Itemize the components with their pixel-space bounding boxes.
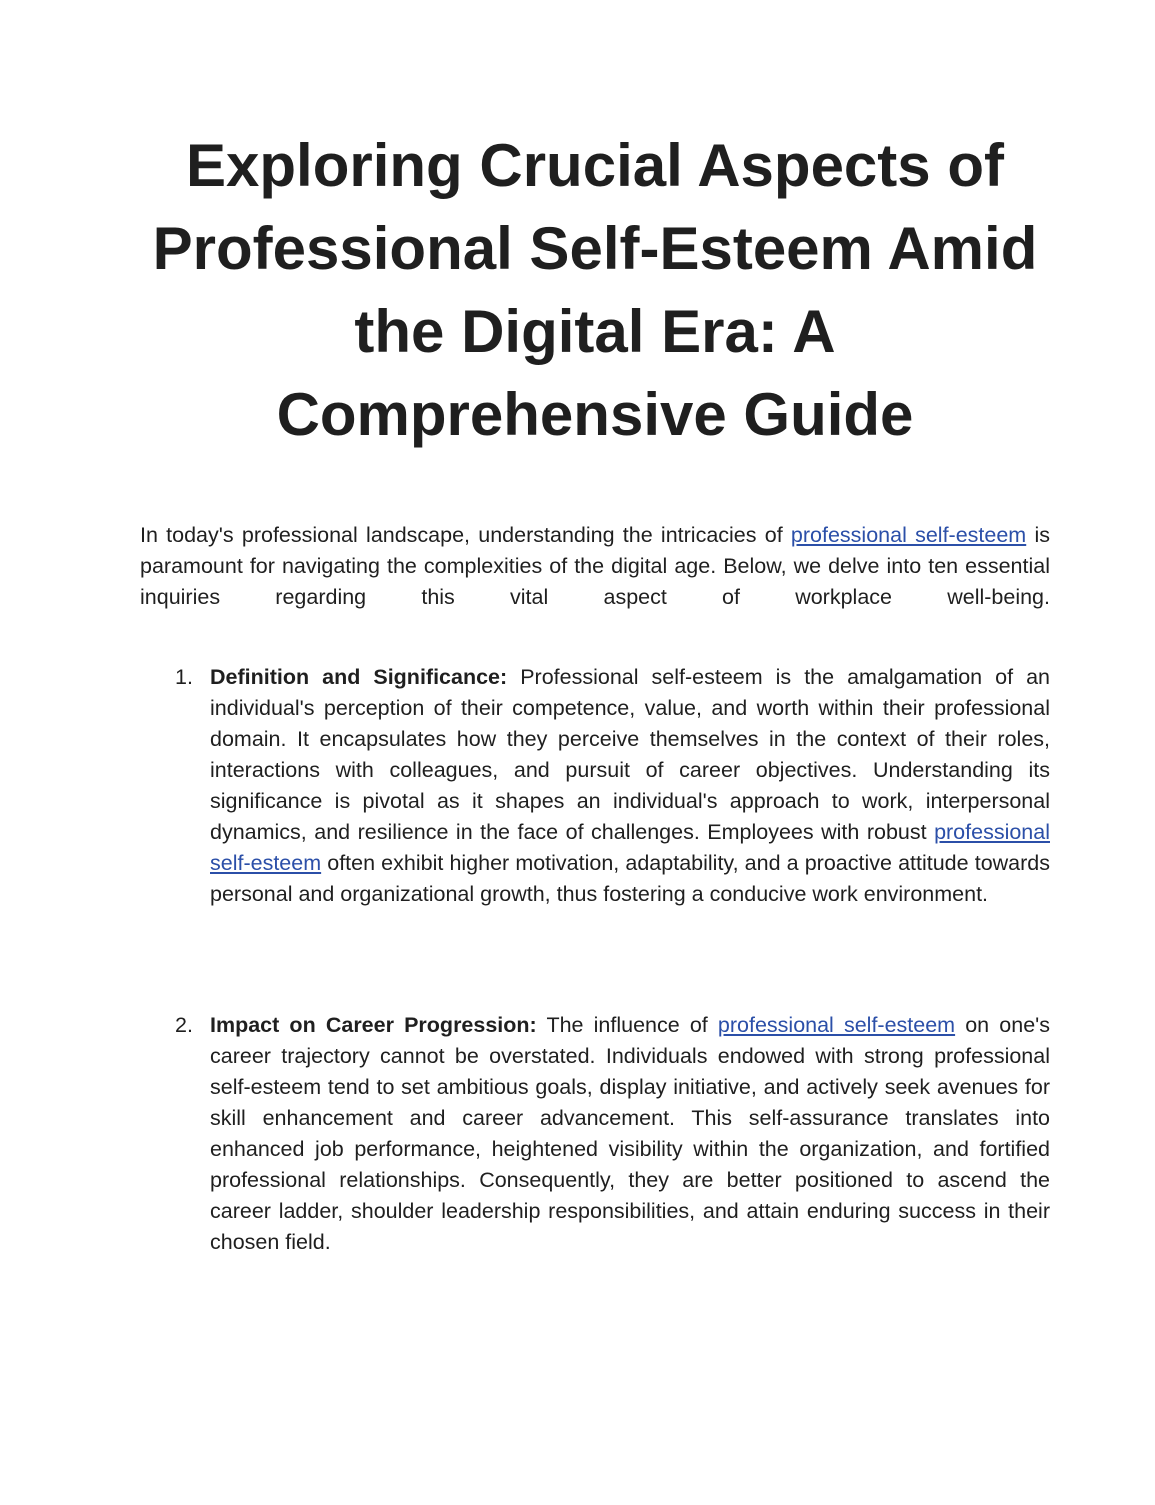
- item-link-professional-self-esteem[interactable]: professional self-esteem: [717, 1013, 956, 1037]
- list-item-text-after: often exhibit higher motivation, adaptability, and a proactive attitude towards personal and organizational growth, thus fostering a conducive work environment.: [210, 851, 1050, 906]
- list-item-text-before: The influence of: [536, 1013, 718, 1037]
- page-title: Exploring Crucial Aspects of Professional Self-Esteem Amid the Digital Era: A Comprehensive Guide: [152, 132, 1038, 448]
- list-item-heading: Impact on Career Progression:: [210, 1013, 537, 1037]
- list-item: [140, 1010, 1050, 1258]
- item-link-professional-self-esteem[interactable]: professional self-esteem: [210, 820, 1050, 875]
- list-item-text-after: on one's career trajectory cannot be overstated. Individuals endowed with strong professional self-esteem tend to set ambitious goals, display initiative, and actively seek avenues for skill enhancement and career advancement. This self-assurance translates into enhanced job performance, heightened visibility within the organization, and fortified professional relationships. Consequently, they are better positioned to ascend the career ladder, shoulder leadership responsibilities, and attain enduring success in their chosen field.: [210, 1013, 1051, 1254]
- list-item: [140, 662, 1050, 910]
- intro-paragraph: [140, 520, 1050, 613]
- list-item-heading: Definition and Significance:: [210, 665, 508, 689]
- list-item-number: 1.: [175, 665, 193, 689]
- list-item-text-before: Professional self-esteem is the amalgamation of an individual's perception of their competence, value, and worth within their professional domain. It encapsulates how they perceive themselves in the context of their roles, interactions with colleagues, and pursuit of career objectives. Understanding its significance is pivotal as it shapes an individual's approach to work, interpersonal dynamics, and resilience in the face of challenges. Employees with robust: [210, 665, 1050, 844]
- intro-link-professional-self-esteem[interactable]: professional self-esteem: [790, 523, 1027, 547]
- list-item-number: 2.: [175, 1013, 193, 1037]
- list-item-body: [210, 662, 1050, 910]
- list-item-body: [210, 1010, 1050, 1258]
- intro-text-before: In today's professional landscape, understanding the intricacies of: [140, 523, 791, 547]
- intro-text-after: is paramount for navigating the complexities of the digital age. Below, we delve into ten essential inquiries regarding this vital aspect of workplace well-being.: [140, 523, 1050, 609]
